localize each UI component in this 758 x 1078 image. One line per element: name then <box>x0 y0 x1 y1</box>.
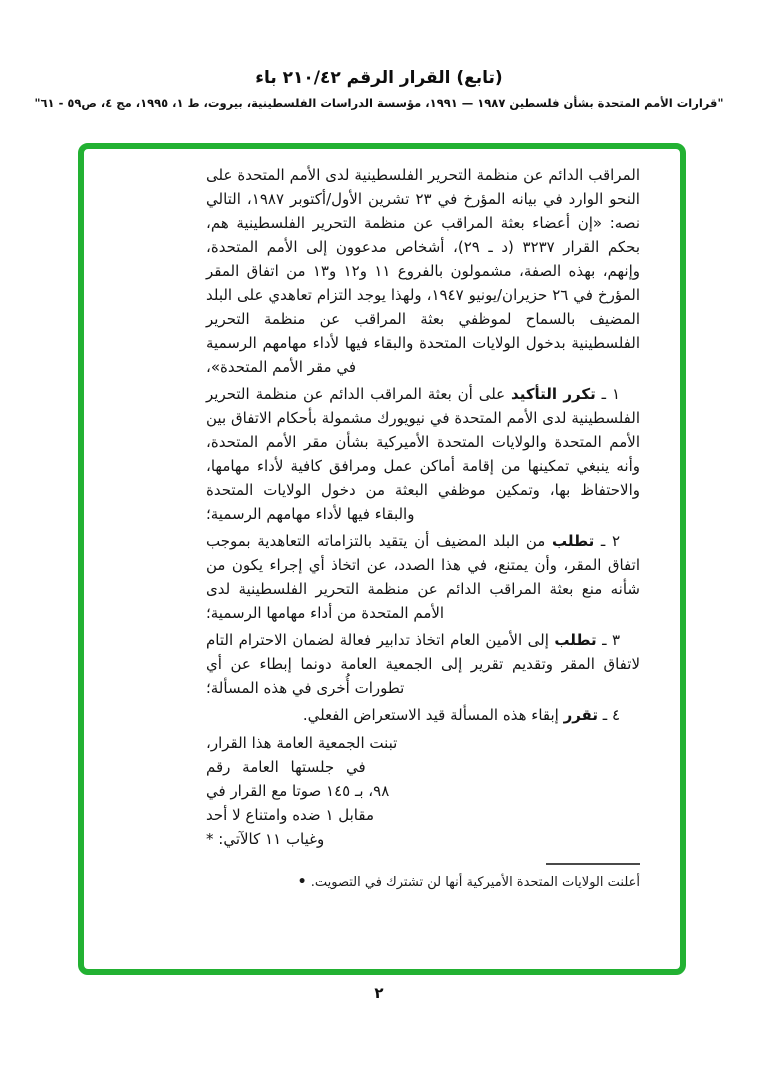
footnote-divider <box>546 863 640 865</box>
footnote-text: أعلنت الولايات المتحدة الأميركية أنها لن تشترك في التصويت. <box>310 875 640 890</box>
adoption-note-line: تبنت الجمعية العامة هذا القرار، <box>206 734 398 752</box>
operative-verb: تكرر التأكيد <box>511 385 596 403</box>
adoption-note <box>206 731 420 851</box>
paragraph-number: ١ ـ <box>595 385 620 403</box>
page-number: ٢ <box>374 984 384 1002</box>
operative-paragraph-2 <box>206 529 640 625</box>
adoption-note-line: وغياب ١١ كالآتي: * <box>206 830 325 848</box>
adoption-note-line: في جلستها العامة رقم <box>206 758 366 776</box>
paragraph-number: ٤ ـ <box>598 706 620 724</box>
footnote <box>206 873 640 892</box>
paragraph-number: ٣ ـ <box>596 631 621 649</box>
source-citation: "قرارات الأمم المتحدة بشأن فلسطين ١٩٨٧ — ١٩٩١، مؤسسة الدراسات الفلسطينية، بيروت، ط ١، ١٩٩٥، مج ٤، ص٥٩ - ٦١" <box>34 96 724 110</box>
document-header <box>0 68 758 110</box>
footnote-bullet: • <box>297 874 307 890</box>
operative-verb: تقرر <box>563 706 598 724</box>
intro-paragraph: المراقب الدائم عن منظمة التحرير الفلسطينية لدى الأمم المتحدة على النحو الوارد في بيانه المؤرخ في ٢٣ تشرين الأول/أكتوبر ١٩٨٧، التالي نصه: «إن أعضاء بعثة المراقب عن منظمة التحرير الفلسطينية هم، بحكم القرار ٣٢٣٧ (د ـ ٢٩)، أشخاص مدعوون إلى الأمم المتحدة، وإنهم، بهذه الصفة، مشمولون بالفروع ١١ و١٢ و١٣ من اتفاق المقر المؤرخ في ٢٦ حزيران/يونيو ١٩٤٧، ولهذا يوجد التزام تعاهدي على البلد المضيف بالسماح لموظفي بعثة المراقب عن منظمة التحرير الفلسطينية بدخول الولايات المتحدة والبقاء فيها لأداء مهامهم الرسمية في مقر الأمم المتحدة»، <box>206 166 641 376</box>
paragraph-number: ٢ ـ <box>594 532 620 550</box>
operative-paragraph-1 <box>206 382 640 526</box>
operative-verb: تطلب <box>554 631 597 649</box>
resolution-title: (تابع) القرار الرقم ٢١٠/٤٢ باء <box>255 68 503 88</box>
paragraph-text: إلى الأمين العام اتخاذ تدابير فعالة لضمان الاحترام التام لاتفاق المقر وتقديم تقرير إلى الجمعية العامة دونما إبطاء عن أي تطورات أُخرى في هذه المسألة؛ <box>206 631 640 697</box>
adoption-note-line: مقابل ١ ضده وامتناع لا أحد <box>206 806 374 824</box>
operative-paragraph-3 <box>206 628 640 700</box>
operative-paragraph-4 <box>206 703 640 727</box>
paragraph-text: إبقاء هذه المسألة قيد الاستعراض الفعلي. <box>302 706 564 724</box>
paragraph-text: من البلد المضيف أن يتقيد بالتزاماته التعاهدية بموجب اتفاق المقر، وأن يمتنع، في هذا الصدد، عن اتخاذ أي إجراء يكون من شأنه منع بعثة المراقب الدائم عن منظمة التحرير الفلسطينية لدى الأمم المتحدة من أداء مهامها الرسمية؛ <box>206 532 640 622</box>
resolution-text-block <box>84 149 680 969</box>
paragraph-text: على أن بعثة المراقب الدائم عن منظمة التحرير الفلسطينية لدى الأمم المتحدة في نيويورك مشمولة بأحكام الاتفاق بين الأمم المتحدة والولايات المتحدة الأميركية بشأن مقر الأمم المتحدة، وأنه ينبغي تمكينها من إقامة أماكن عمل ومرافق كافية لأداء مهامها، والاحتفاظ بها، وتمكين موظفي البعثة من دخول الولايات المتحدة والبقاء فيها لأداء مهامهم الرسمية؛ <box>206 385 640 523</box>
adoption-note-line: ٩٨، بـ ١٤٥ صوتا مع القرار في <box>206 782 390 800</box>
operative-verb: تطلب <box>551 532 595 550</box>
